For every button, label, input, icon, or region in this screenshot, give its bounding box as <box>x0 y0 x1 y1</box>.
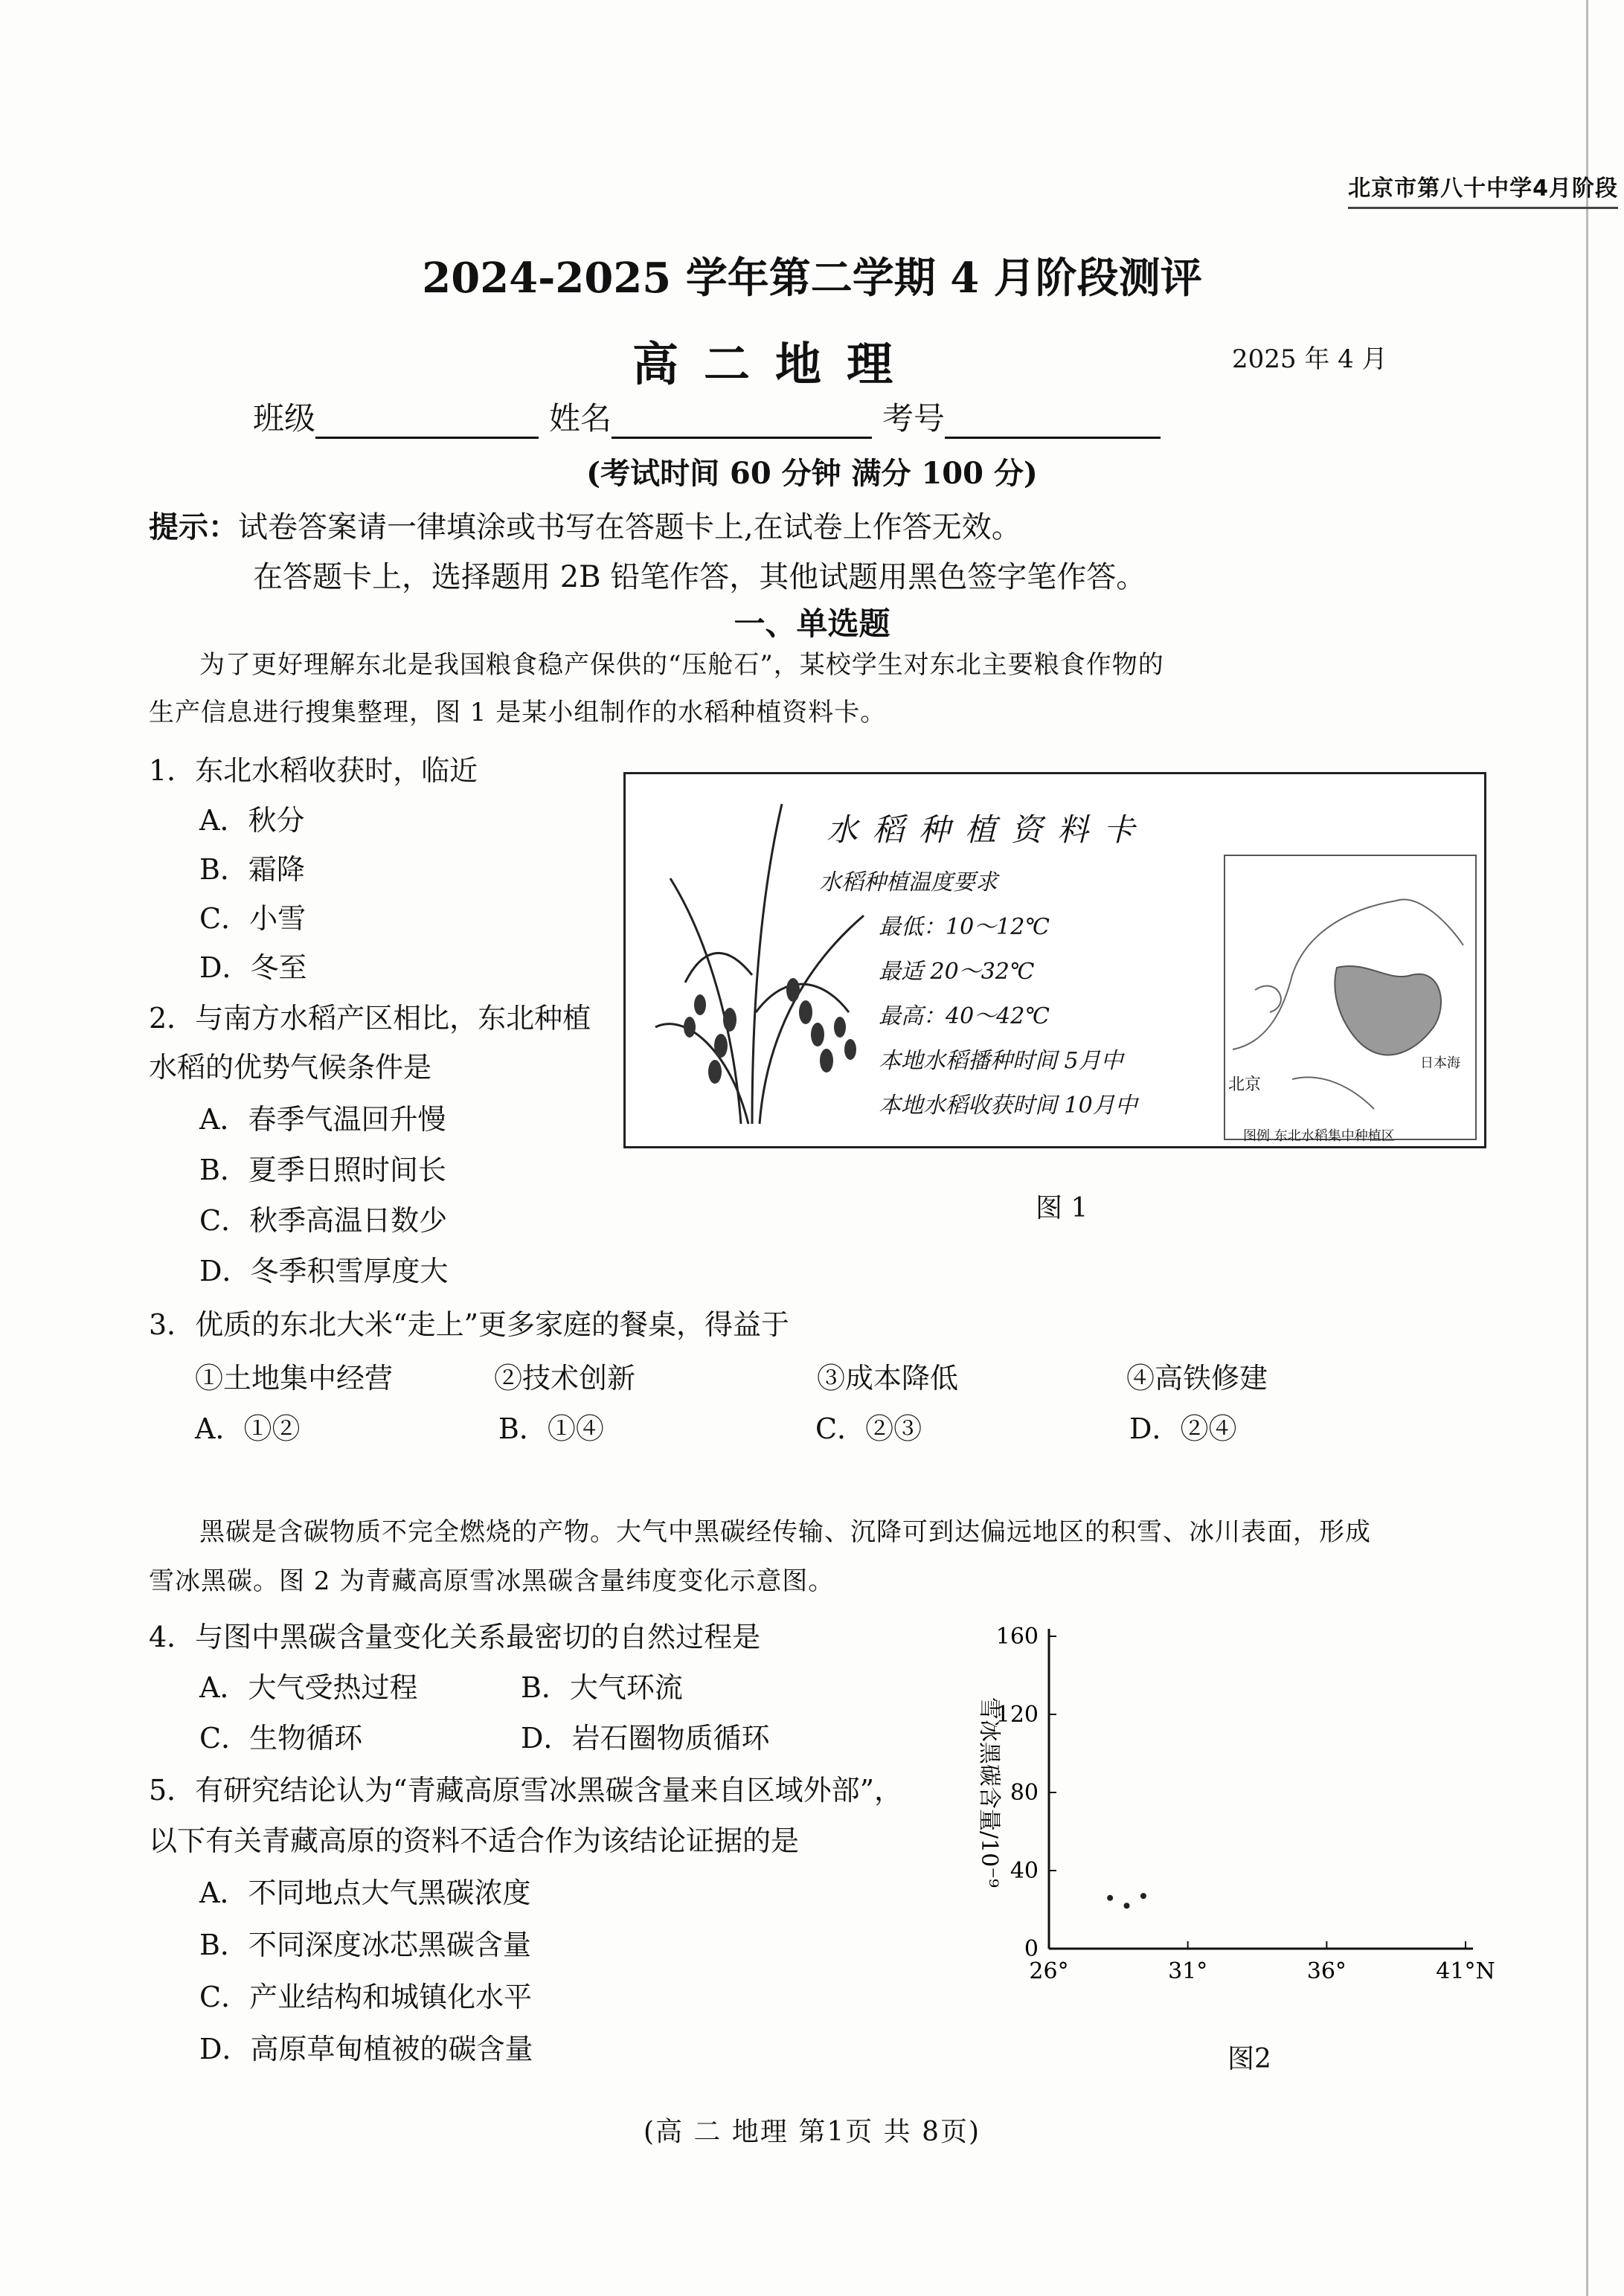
intro-2-line-2: 雪冰黑碳。图 2 为青藏高原雪冰黑碳含量纬度变化示意图。 <box>149 1566 835 1596</box>
q2-stem-line-2: 水稻的优势气候条件是 <box>149 1051 432 1084</box>
page-footer: (高 二 地理 第1页 共 8页) <box>643 2117 981 2147</box>
y-tick-label: 80 <box>1010 1780 1039 1806</box>
q3-item-3: ③成本降低 <box>817 1362 959 1395</box>
card-temp-optimal: 最适 20～32℃ <box>879 959 1035 985</box>
intro-1-line-1: 为了更好理解东北是我国粮食稳产保供的“压舱石”，某校学生对东北主要粮食作物的 <box>199 650 1164 680</box>
q3-option-d[interactable]: D．②④ <box>1129 1412 1237 1445</box>
card-subtitle: 水稻种植温度要求 <box>819 869 998 895</box>
intro-1-line-2: 生产信息进行搜集整理，图 1 是某小组制作的水稻种植资料卡。 <box>149 698 887 727</box>
card-sowing-time: 本地水稻播种时间 5月中 <box>879 1048 1123 1074</box>
y-tick-label: 40 <box>1010 1858 1039 1884</box>
q4-option-d[interactable]: D．岩石圈物质循环 <box>521 1722 770 1755</box>
card-temp-max: 最高：40～42℃ <box>879 1003 1050 1029</box>
map-label-sea: 日本海 <box>1420 1055 1460 1071</box>
y-tick-label: 160 <box>995 1624 1039 1650</box>
q4-option-c[interactable]: C．生物循环 <box>199 1722 363 1755</box>
x-tick-label: 31° <box>1168 1958 1208 1984</box>
intro-2-line-1: 黑碳是含碳物质不完全燃烧的产物。大气中黑碳经传输、沉降可到达偏远地区的积雪、冰川表面，形成 <box>199 1517 1371 1547</box>
q3-stem: 3．优质的东北大米“走上”更多家庭的餐桌，得益于 <box>149 1308 790 1341</box>
q5-option-c[interactable]: C．产业结构和城镇化水平 <box>199 1981 533 2013</box>
exam-time: (考试时间 60 分钟 满分 100 分) <box>586 456 1038 491</box>
q3-option-b[interactable]: B．①④ <box>498 1412 604 1445</box>
y-tick-label: 120 <box>995 1702 1039 1728</box>
q1-option-c[interactable]: C．小雪 <box>199 902 306 935</box>
class-blank[interactable] <box>315 404 539 439</box>
subject-title: 高二地理 <box>632 337 919 391</box>
q5-option-d[interactable]: D．高原草甸植被的碳含量 <box>199 2033 533 2065</box>
class-label: 班级 <box>253 400 316 437</box>
y-tick-label: 0 <box>1024 1936 1039 1962</box>
figure-2-caption: 图2 <box>1227 2044 1271 2074</box>
q5-stem-line-2: 以下有关青藏高原的资料不适合作为该结论证据的是 <box>149 1824 800 1857</box>
tip-label: 提示： <box>149 509 238 544</box>
q4-option-a[interactable]: A．大气受热过程 <box>199 1671 418 1704</box>
q5-option-b[interactable]: B．不同深度冰芯黑碳含量 <box>199 1929 531 1961</box>
black-carbon-chart <box>930 1607 1525 2053</box>
q4-stem: 4．与图中黑碳含量变化关系最密切的自然过程是 <box>149 1621 761 1653</box>
section-heading: 一、单选题 <box>734 605 890 642</box>
student-info-fields <box>253 394 1171 439</box>
data-point <box>1107 1895 1113 1901</box>
data-point <box>1140 1893 1146 1899</box>
northeast-map <box>1224 855 1477 1140</box>
exam-no-blank[interactable] <box>945 404 1161 439</box>
card-title: 水稻种植资料卡 <box>827 811 1150 848</box>
tip-line-1 <box>149 501 1021 553</box>
map-legend: 图例 东北水稻集中种植区 <box>1243 1128 1395 1144</box>
q1-option-d[interactable]: D．冬至 <box>199 951 307 984</box>
q2-stem-line-1: 2．与南方水稻产区相比，东北种植 <box>149 1002 591 1035</box>
name-label: 姓名 <box>549 400 612 437</box>
q3-option-c[interactable]: C．②③ <box>815 1412 922 1445</box>
northeast-map-drawing <box>1225 856 1475 1139</box>
q4-option-b[interactable]: B．大气环流 <box>521 1671 683 1704</box>
card-harvest-time: 本地水稻收获时间 10月中 <box>879 1093 1137 1119</box>
scan-edge <box>1586 0 1588 2296</box>
tip-line-2: 在答题卡上，选择题用 2B 铅笔作答，其他试题用黑色签字笔作答。 <box>253 560 1146 594</box>
name-blank[interactable] <box>612 404 872 439</box>
card-temp-min: 最低：10～12℃ <box>879 914 1050 940</box>
q3-item-2: ②技术创新 <box>494 1362 636 1395</box>
q1-stem: 1．东北水稻收获时，临近 <box>149 754 478 787</box>
q2-option-c[interactable]: C．秋季高温日数少 <box>199 1204 448 1237</box>
q3-option-a[interactable]: A．①② <box>195 1412 301 1445</box>
figure-1-caption: 图 1 <box>1036 1193 1088 1223</box>
q2-option-d[interactable]: D．冬季积雪厚度大 <box>199 1255 449 1287</box>
y-axis-label: 雪冰黑碳含量/10⁻⁹ <box>976 1697 1002 1888</box>
exam-title: 2024-2025 学年第二学期 4 月阶段测评 <box>422 254 1202 303</box>
q2-option-a[interactable]: A．春季气温回升慢 <box>199 1103 446 1136</box>
q5-option-a[interactable]: A．不同地点大气黑碳浓度 <box>199 1877 531 1909</box>
rice-data-card <box>623 772 1486 1148</box>
x-tick-label: 41°N <box>1436 1958 1495 1984</box>
q3-item-4: ④高铁修建 <box>1126 1362 1268 1395</box>
q3-item-1: ①土地集中经营 <box>195 1362 394 1395</box>
q5-stem-line-1: 5．有研究结论认为“青藏高原雪冰黑碳含量来自区域外部”， <box>149 1774 903 1807</box>
q1-option-b[interactable]: B．霜降 <box>199 853 305 886</box>
map-label-beijing: 北京 <box>1228 1075 1262 1094</box>
x-tick-label: 36° <box>1306 1958 1347 1984</box>
exam-no-label: 考号 <box>882 400 946 437</box>
x-tick-label: 26° <box>1029 1958 1069 1984</box>
school-header-tag: 北京市第八十中学4月阶段 <box>1348 170 1618 209</box>
exam-date: 2025 年 4 月 <box>1232 344 1387 374</box>
q2-option-b[interactable]: B．夏季日照时间长 <box>199 1154 446 1186</box>
tip-text-1: 试卷答案请一律填涂或书写在答题卡上,在试卷上作答无效。 <box>238 510 1021 544</box>
q1-option-a[interactable]: A．秋分 <box>199 804 305 837</box>
data-point <box>1124 1903 1130 1908</box>
